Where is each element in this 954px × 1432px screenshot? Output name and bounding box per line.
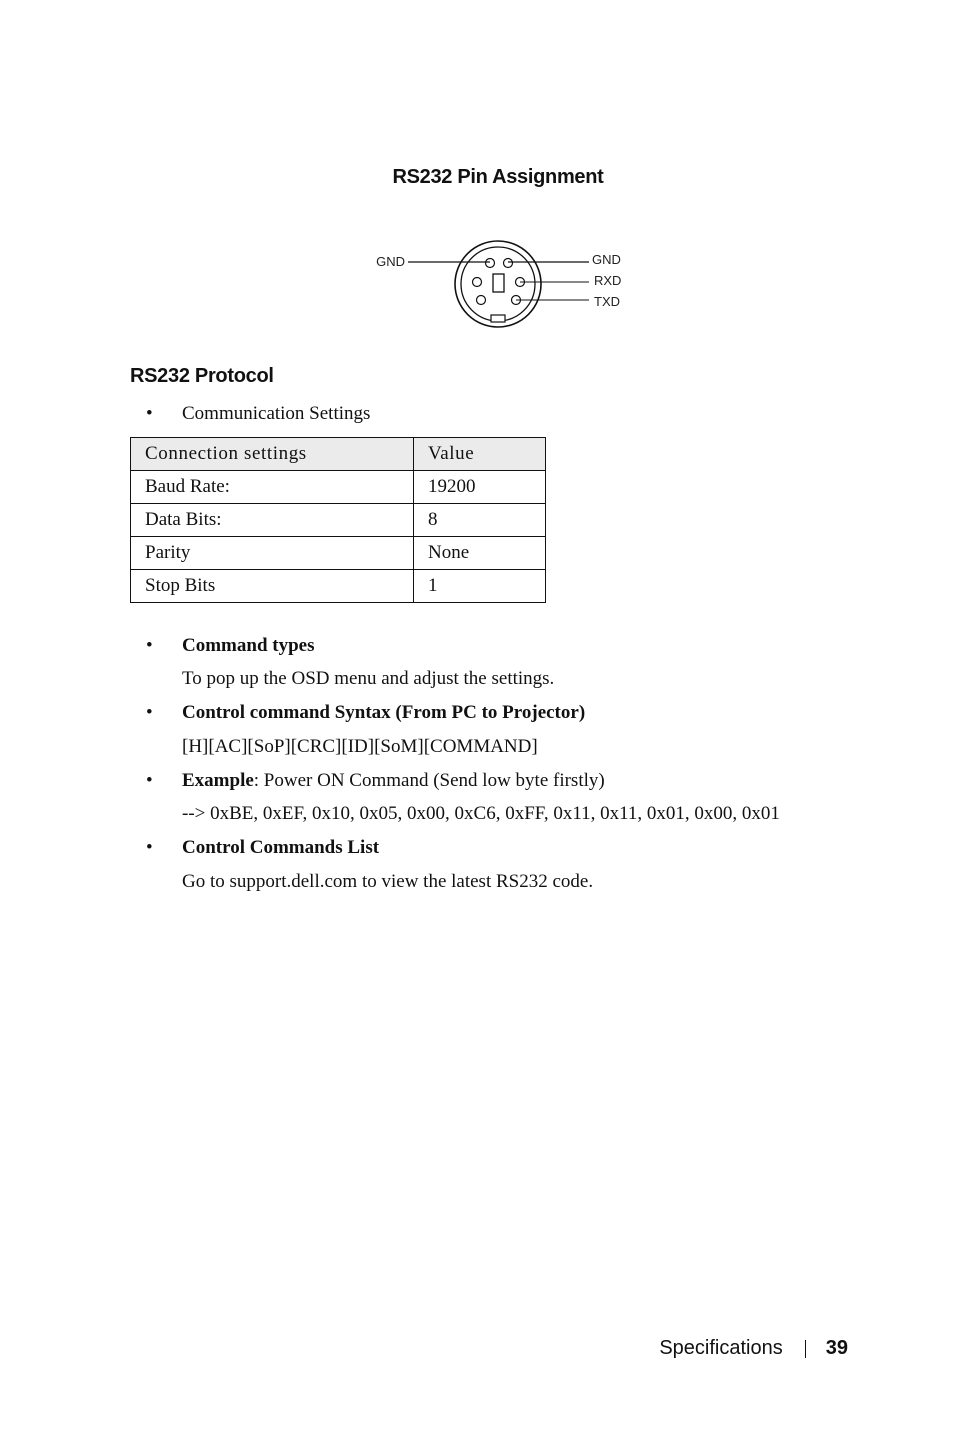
pin-top-right — [504, 259, 513, 268]
table-row — [131, 504, 546, 537]
label-txd: TXD — [594, 294, 620, 309]
pin-bottom-left — [477, 296, 486, 305]
header-connection-settings: Connection settings — [131, 438, 414, 471]
commands-list-text: Go to support.dell.com to view the latest RS232 code. — [182, 871, 594, 892]
table-cell-setting: Data Bits: — [131, 504, 414, 537]
list-item-syntax — [146, 702, 585, 724]
table-row — [131, 570, 546, 603]
table-cell-value: 19200 — [414, 471, 546, 504]
table-cell-value: 8 — [414, 504, 546, 537]
page-number: 39 — [825, 1337, 848, 1359]
connector-key-notch — [491, 315, 505, 322]
list-item-command-types — [146, 635, 314, 657]
table-row — [131, 471, 546, 504]
table-cell-setting: Baud Rate: — [131, 471, 414, 504]
example-label: Example — [182, 770, 254, 791]
label-rxd: RXD — [594, 273, 622, 288]
pin-top-left — [486, 259, 495, 268]
table-cell-value: None — [414, 537, 546, 570]
protocol-title: RS232 Protocol — [130, 365, 274, 387]
connector-outer-ring — [455, 241, 541, 327]
table-cell-setting: Stop Bits — [131, 570, 414, 603]
list-item-communication-settings — [146, 403, 370, 425]
example-description: : Power ON Command (Send low byte firstly) — [253, 770, 605, 791]
footer-divider — [805, 1340, 806, 1358]
list-item-commands-list — [146, 837, 379, 859]
bullet: • — [146, 403, 153, 424]
pin-center-key — [493, 274, 504, 292]
rs232-connector-diagram — [360, 232, 640, 336]
header-value: Value — [414, 438, 546, 471]
bullet: • — [146, 770, 153, 791]
command-types-text: To pop up the OSD menu and adjust the settings. — [182, 668, 555, 689]
table-cell-setting: Parity — [131, 537, 414, 570]
label-right-gnd: GND — [592, 252, 621, 267]
pin-mid-left — [473, 278, 482, 287]
table-header-row — [131, 438, 546, 471]
bullet: • — [146, 702, 153, 723]
table-cell-value: 1 — [414, 570, 546, 603]
connection-settings-table — [130, 437, 546, 603]
syntax-label: Control command Syntax (From PC to Projector) — [182, 702, 586, 723]
label-left-gnd: GND — [376, 254, 405, 269]
pin-assignment-title: RS232 Pin Assignment — [392, 166, 604, 188]
command-types-label: Command types — [182, 635, 315, 656]
page-footer — [659, 1337, 848, 1360]
example-bytes: --> 0xBE, 0xEF, 0x10, 0x05, 0x00, 0xC6, 0xFF, 0x11, 0x11, 0x01, 0x00, 0x01 — [182, 803, 780, 824]
footer-section-name: Specifications — [659, 1337, 783, 1359]
table-row — [131, 537, 546, 570]
bullet: • — [146, 837, 153, 858]
commands-list-label: Control Commands List — [182, 837, 380, 858]
list-item-example — [146, 770, 605, 792]
communication-settings-label: Communication Settings — [182, 403, 371, 424]
bullet: • — [146, 635, 153, 656]
syntax-text: [H][AC][SoP][CRC][ID][SoM][COMMAND] — [182, 736, 538, 757]
